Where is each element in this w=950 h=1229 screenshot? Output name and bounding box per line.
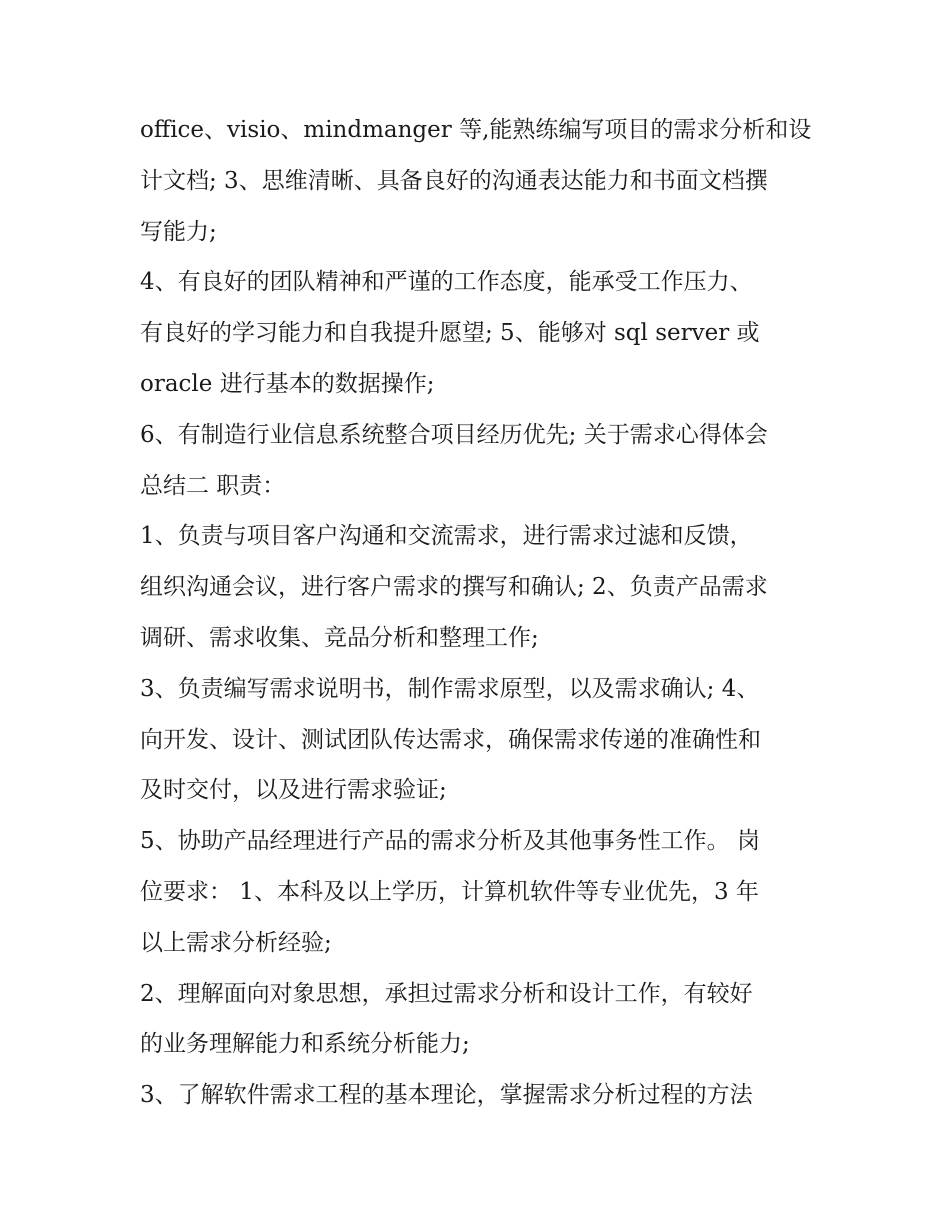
text-line: 以上需求分析经验; xyxy=(140,929,332,956)
text-line: office、visio、mindmanger 等,能熟练编写项目的需求分析和设 xyxy=(140,117,812,143)
text-line: 位要求： 1、本科及以上学历，计算机软件等专业优先，3 年 xyxy=(140,878,759,905)
text-line: oracle 进行基本的数据操作; xyxy=(140,370,435,397)
text-line: 6、有制造行业信息系统整合项目经历优先; 关于需求心得体会 xyxy=(140,421,768,448)
text-line: 2、理解面向对象思想，承担过需求分析和设计工作，有较好 xyxy=(140,980,753,1007)
text-line: 5、协助产品经理进行产品的需求分析及其他事务性工作。 岗 xyxy=(140,828,760,855)
text-line: 的业务理解能力和系统分析能力; xyxy=(140,1031,470,1058)
text-line: 写能力; xyxy=(140,218,217,245)
text-line: 3、了解软件需求工程的基本理论，掌握需求分析过程的方法 xyxy=(140,1082,753,1109)
text-line: 总结二 职责： xyxy=(140,472,286,499)
text-line: 3、负责编写需求说明书，制作需求原型，以及需求确认; 4、 xyxy=(140,675,760,702)
text-line: 4、有良好的团队精神和严谨的工作态度，能承受工作压力、 xyxy=(140,269,753,296)
text-line: 组织沟通会议，进行客户需求的撰写和确认; 2、负责产品需求 xyxy=(140,574,768,601)
text-line: 有良好的学习能力和自我提升愿望; 5、能够对 sql server 或 xyxy=(140,320,760,347)
text-line: 向开发、设计、测试团队传达需求，确保需求传递的准确性和 xyxy=(140,726,761,753)
text-line: 及时交付，以及进行需求验证; xyxy=(140,777,447,804)
text-line: 调研、需求收集、竞品分析和整理工作; xyxy=(140,624,539,651)
text-line: 计文档; 3、思维清晰、具备良好的沟通表达能力和书面文档撰 xyxy=(140,167,768,194)
text-line: 1、负责与项目客户沟通和交流需求，进行需求过滤和反馈， xyxy=(140,523,753,550)
body-text xyxy=(140,110,820,1126)
